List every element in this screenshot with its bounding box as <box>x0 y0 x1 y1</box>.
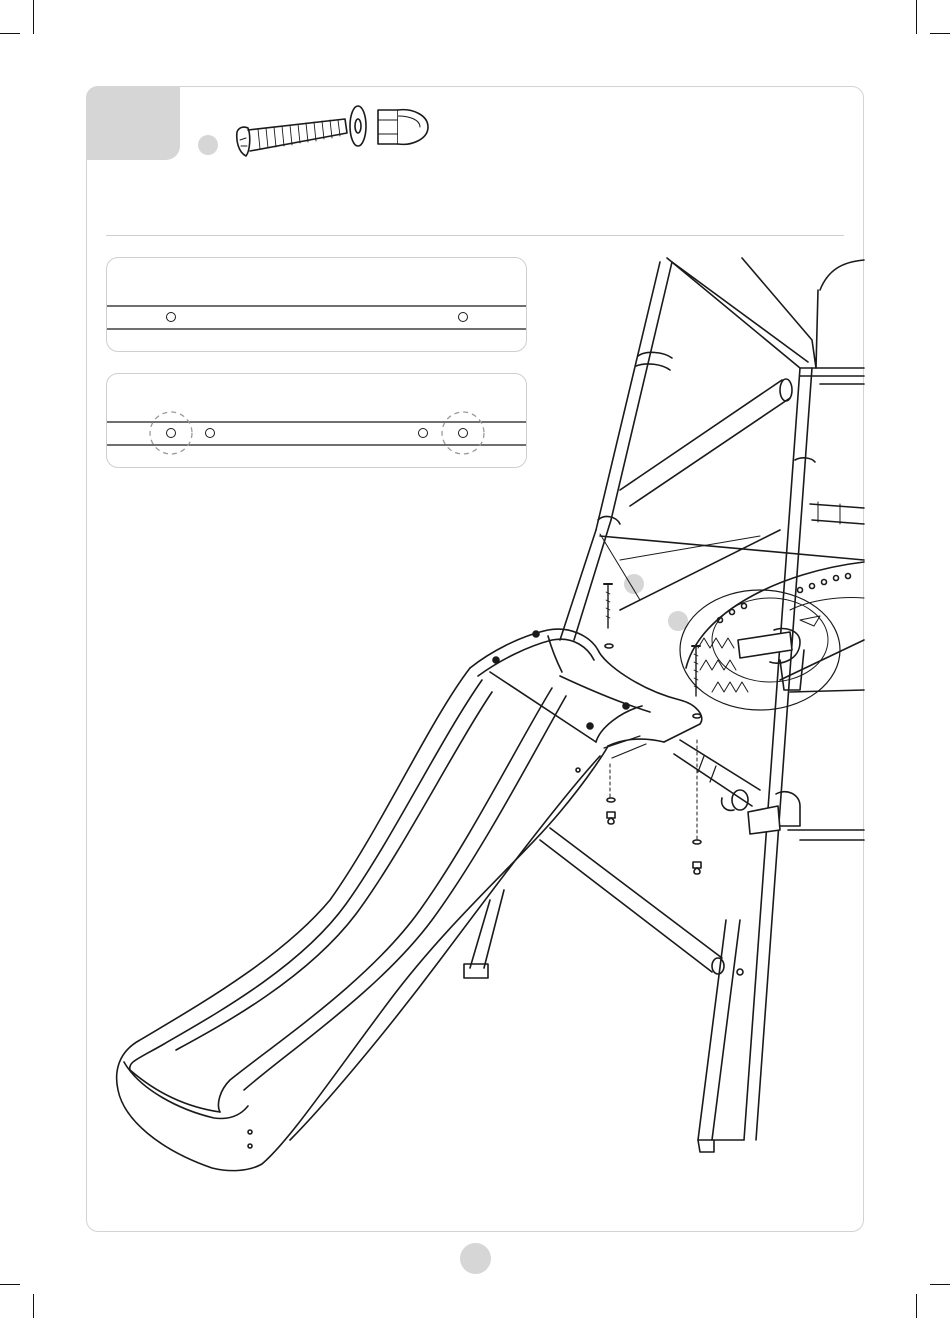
support-bar <box>464 828 724 978</box>
slide-body <box>117 629 702 1171</box>
handle-clamps <box>738 629 864 841</box>
front-right-post <box>698 368 815 1152</box>
bolt-icon <box>237 119 347 156</box>
washer-icon <box>350 106 366 146</box>
rear-left-post <box>560 262 672 640</box>
canopy-roof <box>667 258 864 384</box>
cross-bar <box>620 379 792 506</box>
bolt-assembly-2 <box>692 646 701 874</box>
cap-nut-icon <box>378 110 428 145</box>
platform-deck <box>600 502 864 710</box>
bolt-assembly-1 <box>604 584 615 824</box>
slide-connector <box>674 740 760 810</box>
